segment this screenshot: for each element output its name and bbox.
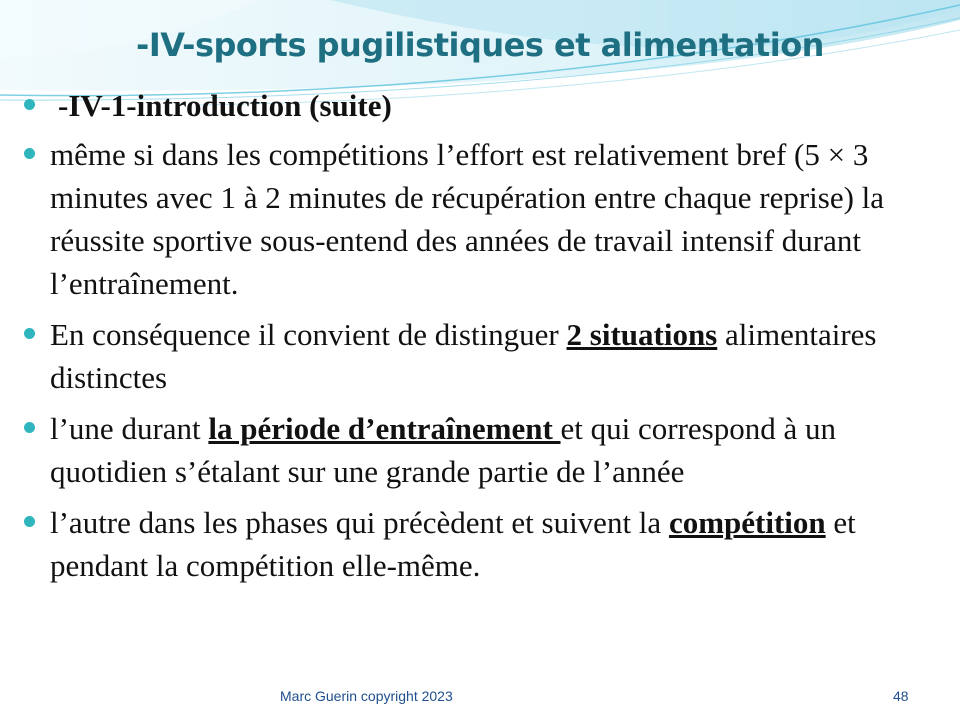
bullet-icon (24, 516, 35, 527)
footer-copyright: Marc Guerin copyright 2023 (280, 688, 453, 704)
bullet-text: même si dans les compétitions l’effort est relativement bref (5 × 3 minutes avec 1 à 2 minutes de récupération entre chaque reprise) la réussite sportive sous-entend des années de travail intensif durant l’entraînement. (50, 137, 885, 301)
bullet-item (22, 501, 932, 587)
emphasis-text: la période d’entraînement (208, 411, 561, 446)
page-number: 48 (893, 688, 909, 704)
bullet-item (22, 133, 932, 305)
emphasis-text: compétition (668, 505, 826, 540)
bullet-text: l’une durant (50, 411, 209, 446)
bullet-text: et pendant la compétition elle-même. (50, 505, 856, 583)
bullet-text: alimentaires distinctes (50, 317, 877, 395)
bullet-icon (24, 148, 35, 159)
bullet-text: l’autre dans les phases qui précèdent et suivent la (50, 505, 669, 540)
bullet-item (22, 313, 932, 399)
bullet-item (22, 407, 932, 493)
bullet-icon (24, 328, 35, 339)
bullet-text: et qui correspond à un quotidien s’étalant sur une grande partie de l’année (50, 411, 837, 489)
bullet-list (22, 84, 932, 587)
bullet-icon (24, 99, 35, 110)
bullet-item (22, 84, 932, 127)
bullet-icon (24, 422, 35, 433)
slide-title: -IV-sports pugilistiques et alimentation (136, 26, 824, 64)
bullet-text: En conséquence il convient de distinguer (50, 317, 567, 352)
bullet-text: -IV-1-introduction (suite) (58, 88, 392, 123)
emphasis-text: 2 situations (566, 317, 718, 352)
